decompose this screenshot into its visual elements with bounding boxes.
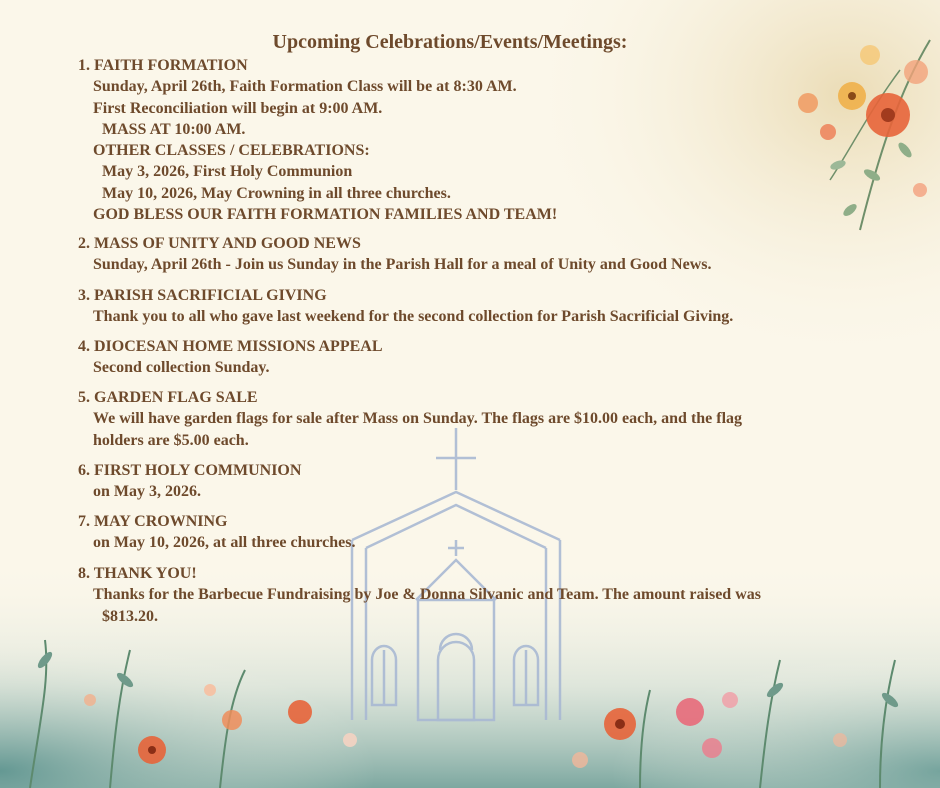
- section-faith-formation: [78, 55, 818, 225]
- page-title: Upcoming Celebrations/Events/Meetings:: [272, 31, 628, 53]
- section-line: Second collection Sunday.: [93, 359, 270, 377]
- section-garden-flag-sale: [78, 387, 818, 451]
- section-line: Thank you to all who gave last weekend for the second collection for Parish Sacrificial Giving.: [93, 308, 734, 326]
- section-line: holders are $5.00 each.: [93, 431, 249, 449]
- section-line: We will have garden flags for sale after Mass on Sunday. The flags are $10.00 each, and the flag: [93, 410, 743, 428]
- section-line: May 3, 2026, First Holy Communion: [102, 163, 353, 181]
- section-home-missions: [78, 336, 818, 379]
- section-heading: 7. MAY CROWNING: [78, 513, 228, 530]
- section-heading: 2. MASS OF UNITY AND GOOD NEWS: [78, 235, 361, 252]
- section-may-crowning: [78, 511, 818, 554]
- section-heading: 1. FAITH FORMATION: [78, 57, 248, 74]
- section-mass-of-unity: [78, 233, 818, 276]
- section-line: MASS AT 10:00 AM.: [102, 120, 246, 138]
- section-line: on May 10, 2026, at all three churches.: [93, 534, 356, 552]
- section-heading: 4. DIOCESAN HOME MISSIONS APPEAL: [78, 338, 383, 355]
- section-line: GOD BLESS OUR FAITH FORMATION FAMILIES AND TEAM!: [93, 206, 558, 224]
- section-thank-you: [78, 563, 818, 627]
- section-line: May 10, 2026, May Crowning in all three churches.: [102, 184, 451, 202]
- section-line: Sunday, April 26th, Faith Formation Class will be at 8:30 AM.: [93, 78, 517, 96]
- section-heading: 8. THANK YOU!: [78, 565, 197, 582]
- section-heading: 3. PARISH SACRIFICIAL GIVING: [78, 287, 327, 304]
- section-line: OTHER CLASSES / CELEBRATIONS:: [93, 142, 370, 160]
- section-sacrificial-giving: [78, 285, 818, 328]
- section-first-holy-communion: [78, 460, 818, 503]
- section-heading: 5. GARDEN FLAG SALE: [78, 389, 258, 406]
- section-line: First Reconciliation will begin at 9:00 AM.: [93, 99, 383, 117]
- section-line: Sunday, April 26th - Join us Sunday in the Parish Hall for a meal of Unity and Good News.: [93, 256, 712, 274]
- section-line: on May 3, 2026.: [93, 483, 201, 501]
- section-line: Thanks for the Barbecue Fundraising by Joe & Donna Silvanic and Team. The amount raised was: [93, 586, 761, 604]
- section-line: $813.20.: [102, 607, 158, 625]
- section-heading: 6. FIRST HOLY COMMUNION: [78, 462, 302, 479]
